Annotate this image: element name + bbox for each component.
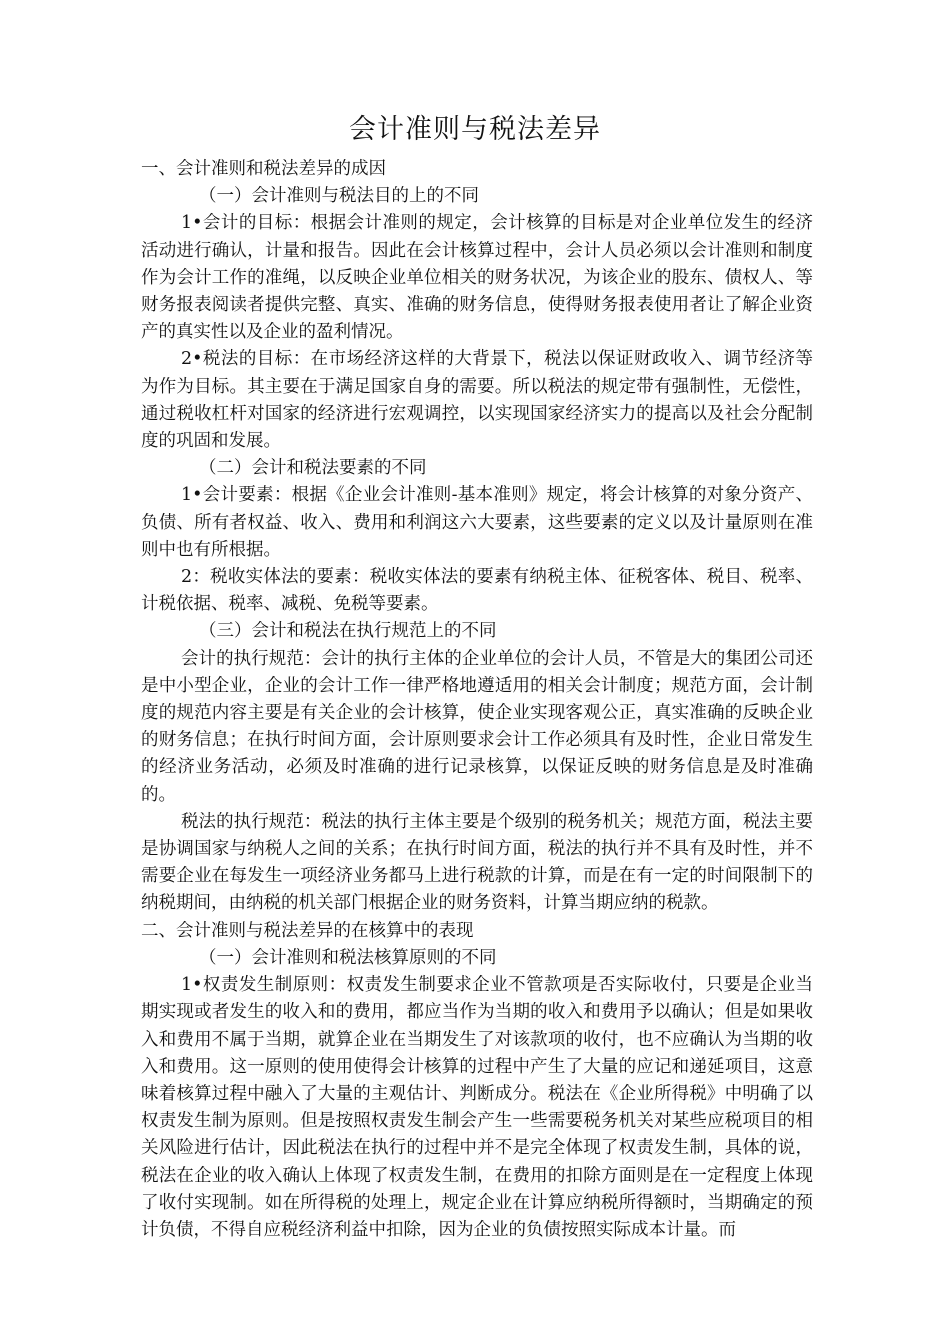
subsection-heading: （二）会计和税法要素的不同	[199, 458, 427, 479]
paragraph: 会计的执行规范：会计的执行主体的企业单位的会计人员，不管是大的集团公司还是中小型企业，企业的会计工作一律严格地遵适用的相关会计制度；规范方面，会计制度的规范内容主要是有关企业的会计核算，使企业实现客观公正，真实准确的反映企业的财务信息；在执行时间方面，会计原则要求会计工作必须具有及时性，企业日常发生的经济业务活动，必须及时准确的进行记录核算，以保证反映的财务信息是及时准确的。	[141, 648, 813, 805]
paragraph: 1•会计的目标：根据会计准则的规定，会计核算的目标是对企业单位发生的经济活动进行确认，计量和报告。因此在会计核算过程中，会计人员必须以会计准则和制度作为会计工作的准绳，以反映企业单位相关的财务状况，为该企业的股东、债权人、等财务报表阅读者提供完整、真实、准确的财务信息，使得财务报表使用者让了解企业资产的真实性以及企业的盈利情况。	[141, 213, 813, 343]
paragraph: 2•税法的目标：在市场经济这样的大背景下，税法以保证财政收入、调节经济等为作为目标。其主要在于满足国家自身的需要。所以税法的规定带有强制性，无偿性，通过税收杠杆对国家的经济进行宏观调控，以实现国家经济实力的提高以及社会分配制度的巩固和发展。	[141, 349, 813, 452]
subsection-heading: （三）会计和税法在执行规范上的不同	[199, 621, 497, 642]
subsection-heading: （一）会计准则和税法核算原则的不同	[199, 947, 497, 968]
section-heading: 二、会计准则与税法差异的在核算中的表现	[141, 920, 474, 941]
subsection-heading: （一）会计准则与税法目的上的不同	[199, 186, 479, 207]
document-title: 会计准则与税法差异	[349, 114, 601, 145]
paragraph: 税法的执行规范：税法的执行主体主要是个级别的税务机关；规范方面，税法主要是协调国家与纳税人之间的关系；在执行时间方面，税法的执行并不具有及时性，并不需要企业在每发生一项经济业务都马上进行税款的计算，而是在有一定的时间限制下的纳税期间，由纳税的机关部门根据企业的财务资料，计算当期应纳的税款。	[141, 811, 813, 914]
section-heading: 一、会计准则和税法差异的成因	[141, 159, 386, 179]
document-body	[141, 156, 813, 1244]
paragraph: 1•会计要素：根据《企业会计准则-基本准则》规定，将会计核算的对象分资产、负债、所有者权益、收入、费用和利润这六大要素，这些要素的定义以及计量原则在准则中也有所根据。	[141, 485, 813, 560]
paragraph: 1•权责发生制原则：权责发生制要求企业不管款项是否实际收付，只要是企业当期实现或者发生的收入和的费用，都应当作为当期的收入和费用予以确认；但是如果收入和费用不属于当期，就算企业在当期发生了对该款项的收付，也不应确认为当期的收入和费用。这一原则的使用使得会计核算的过程中产生了大量的应记和递延项目，这意味着核算过程中融入了大量的主观估计、判断成分。税法在《企业所得税》中明确了以权责发生制为原则。但是按照权责发生制会产生一些需要税务机关对某些应税项目的相关风险进行估计，因此税法在执行的过程中并不是完全体现了权责发生制，具体的说，税法在企业的收入确认上体现了权责发生制，在费用的扣除方面则是在一定程度上体现了收付实现制。如在所得税的处理上，规定企业在计算应纳税所得额时，当期确定的预计负债，不得自应税经济利益中扣除，因为企业的负债按照实际成本计量。而	[141, 975, 813, 1240]
paragraph: 2：税收实体法的要素：税收实体法的要素有纳税主体、征税客体、税目、税率、计税依据、税率、减税、免税等要素。	[141, 567, 813, 615]
